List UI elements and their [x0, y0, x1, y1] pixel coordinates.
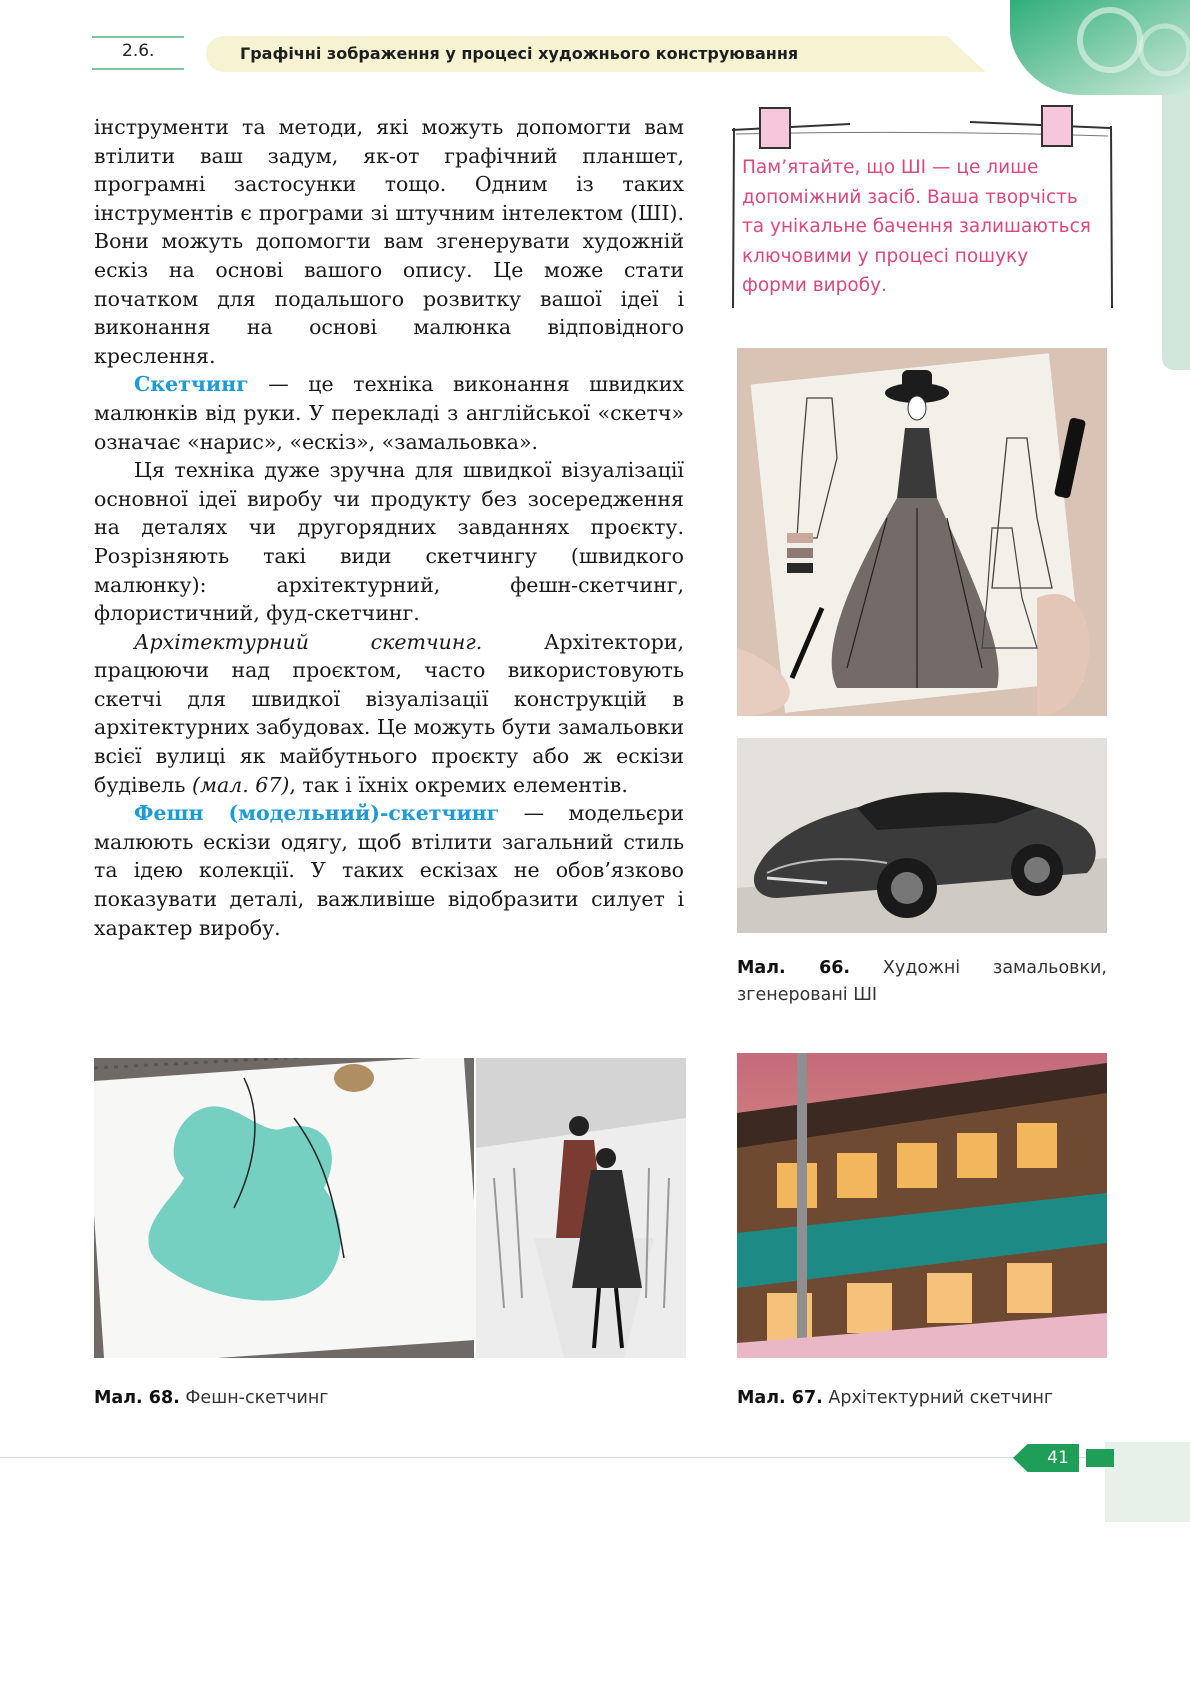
chapter-title: Графічні зображення у процесі художнього конструювання [240, 44, 799, 63]
main-text [94, 113, 684, 942]
paragraph-fashion [94, 799, 684, 942]
caption-figure-66-text: Художні замальовки, згенеровані ШІ [737, 958, 1107, 1005]
fashion-sketching-image [94, 1058, 686, 1358]
caption-figure-67 [737, 1385, 1117, 1412]
paragraph-fashion-text: — модельєри малюють ескізи одягу, щоб втілити загальний стиль та ідею колекції. У таких ескізах не обов’язково показувати деталі, важливіше відобразити силует і характер виробу. [94, 801, 684, 940]
caption-figure-68-text: Фешн-скетчинг [179, 1388, 329, 1408]
architectural-sketching-image [737, 1053, 1107, 1358]
dress-sketch-image [737, 348, 1107, 716]
footer-side-decoration [1105, 1442, 1190, 1522]
footer-divider [0, 1457, 1105, 1458]
paragraph-architectural-text-b: , так і їхніх окремих елементів. [289, 772, 628, 797]
corner-leaf-decoration [1000, 0, 1190, 95]
section-number: 2.6. [92, 36, 184, 70]
term-architectural-sketching: Архітектурний скетчинг. [134, 629, 483, 654]
paragraph-architectural [94, 628, 684, 800]
paragraph-intro: інструменти та методи, які можуть допомогти вам втілити ваш задум, як-от графічний планшет, програмні застосунки тощо. Одним із таких інструментів є програми зі штучним інтелектом (ШІ). Вони можуть допомогти вам згенерувати художній ескіз на основі вашого опису. Це може стати початком для подальшого розвитку вашої ідеї і виконання на основі малюнка відповідного креслення. [94, 115, 684, 368]
paragraph-technique: Ця техніка дуже зручна для швидкої візуалізації основної ідеї виробу чи продукту без зосередження на деталях чи другорядних завданнях проєкту. Розрізняють такі види скетчингу (швидкого малюнку): архітектурний, фешн-скетчинг, флористичний, фуд-скетчинг. [94, 458, 684, 626]
car-sketch-image [737, 738, 1107, 933]
caption-figure-67-label: Мал. 67. [737, 1388, 823, 1408]
term-sketching: Скетчинг [134, 372, 249, 397]
note-text: Пам’ятайте, що ШІ — це лише допоміжний засіб. Ваша творчість та унікальне бачення залишаються ключовими у процесі пошуку форми виробу. [742, 157, 1091, 296]
caption-figure-66 [737, 955, 1107, 1009]
paragraph-architectural-text-a: Архітектори, працюючи над проєктом, часто використовують скетчі для швидкої візуалізації конструкцій в архітектурних забудовах. Це можуть бути замальовки всієї вулиці як майбутнього проєкту або ж ескізи будівель [94, 629, 684, 797]
figure-reference: (мал. 67) [191, 772, 290, 797]
paragraph-sketching-text: — це техніка виконання швидких малюнків від руки. У перекладі з англійської «скетч» означає «нарис», «ескіз», «замальовка». [94, 372, 684, 454]
caption-figure-68 [94, 1385, 654, 1412]
caption-figure-68-label: Мал. 68. [94, 1388, 180, 1408]
paragraph-sketching [94, 370, 684, 456]
page-number: 41 [1047, 1448, 1069, 1468]
caption-figure-67-text: Архітектурний скетчинг [822, 1388, 1054, 1408]
caption-figure-66-label: Мал. 66. [737, 958, 851, 978]
page-number-marker [1086, 1449, 1114, 1467]
term-fashion-sketching: Фешн (модельний)-скетчинг [134, 801, 500, 826]
